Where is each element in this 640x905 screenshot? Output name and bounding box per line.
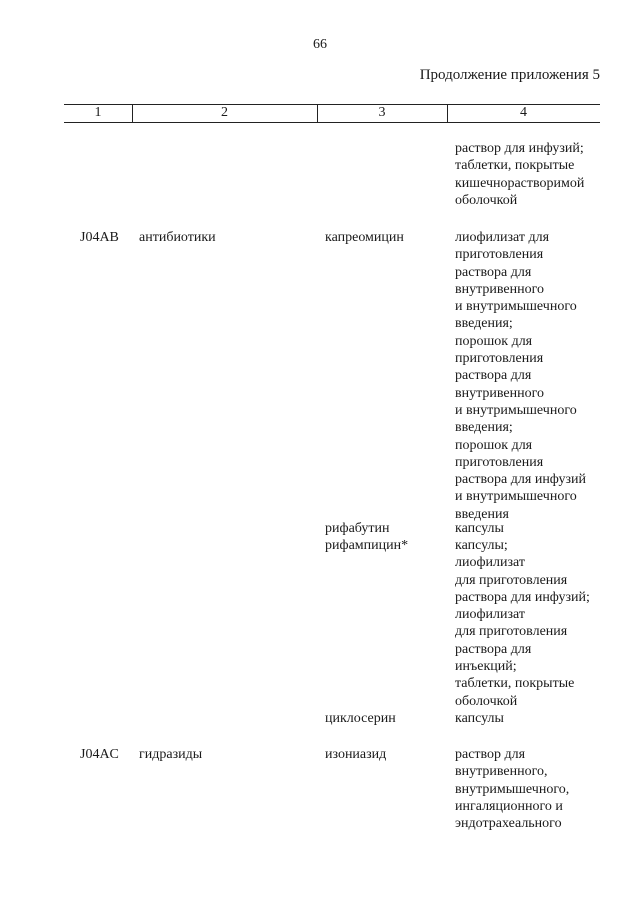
drug-name-cell: рифабутин xyxy=(325,521,390,536)
atc-code-cell: J04AC xyxy=(80,747,119,762)
group-cell: гидразиды xyxy=(139,747,203,762)
forms-cell: капсулы xyxy=(455,711,504,726)
atc-code-cell: J04AB xyxy=(80,230,119,245)
forms-cell: раствор для инфузий; таблетки, покрытые кишечнорастворимой оболочкой xyxy=(455,141,585,208)
forms-cell: капсулы xyxy=(455,521,504,536)
forms-cell: капсулы; лиофилизат для приготовления раствора для инфузий; лиофилизат для приготовления раствора для инъекций; таблетки, покрытые оболочкой xyxy=(455,538,590,709)
drug-name-cell: капреомицин xyxy=(325,230,404,245)
column-header-2: 2 xyxy=(221,105,228,120)
page-number: 66 xyxy=(313,37,327,52)
drug-name-cell: циклосерин xyxy=(325,711,396,726)
forms-cell: лиофилизат для приготовления раствора для внутривенного и внутримышечного введения; порошок для приготовления раствора для внутривенного и внутримышечного введения; порошок для приготовления раствора для инфузий и внутримышечного введения xyxy=(455,230,587,522)
drug-name-cell: рифампицин* xyxy=(325,538,409,553)
table-header-bottom-rule xyxy=(64,122,600,123)
forms-cell: раствор для внутривенного, внутримышечного, ингаляционного и эндотрахеального xyxy=(455,747,570,832)
column-header-4: 4 xyxy=(520,105,527,120)
group-cell: антибиотики xyxy=(139,230,216,245)
continuation-title: Продолжение приложения 5 xyxy=(419,67,600,83)
column-header-3: 3 xyxy=(378,105,386,120)
drug-name-cell: изониазид xyxy=(325,747,387,762)
column-header-1: 1 xyxy=(94,105,102,120)
